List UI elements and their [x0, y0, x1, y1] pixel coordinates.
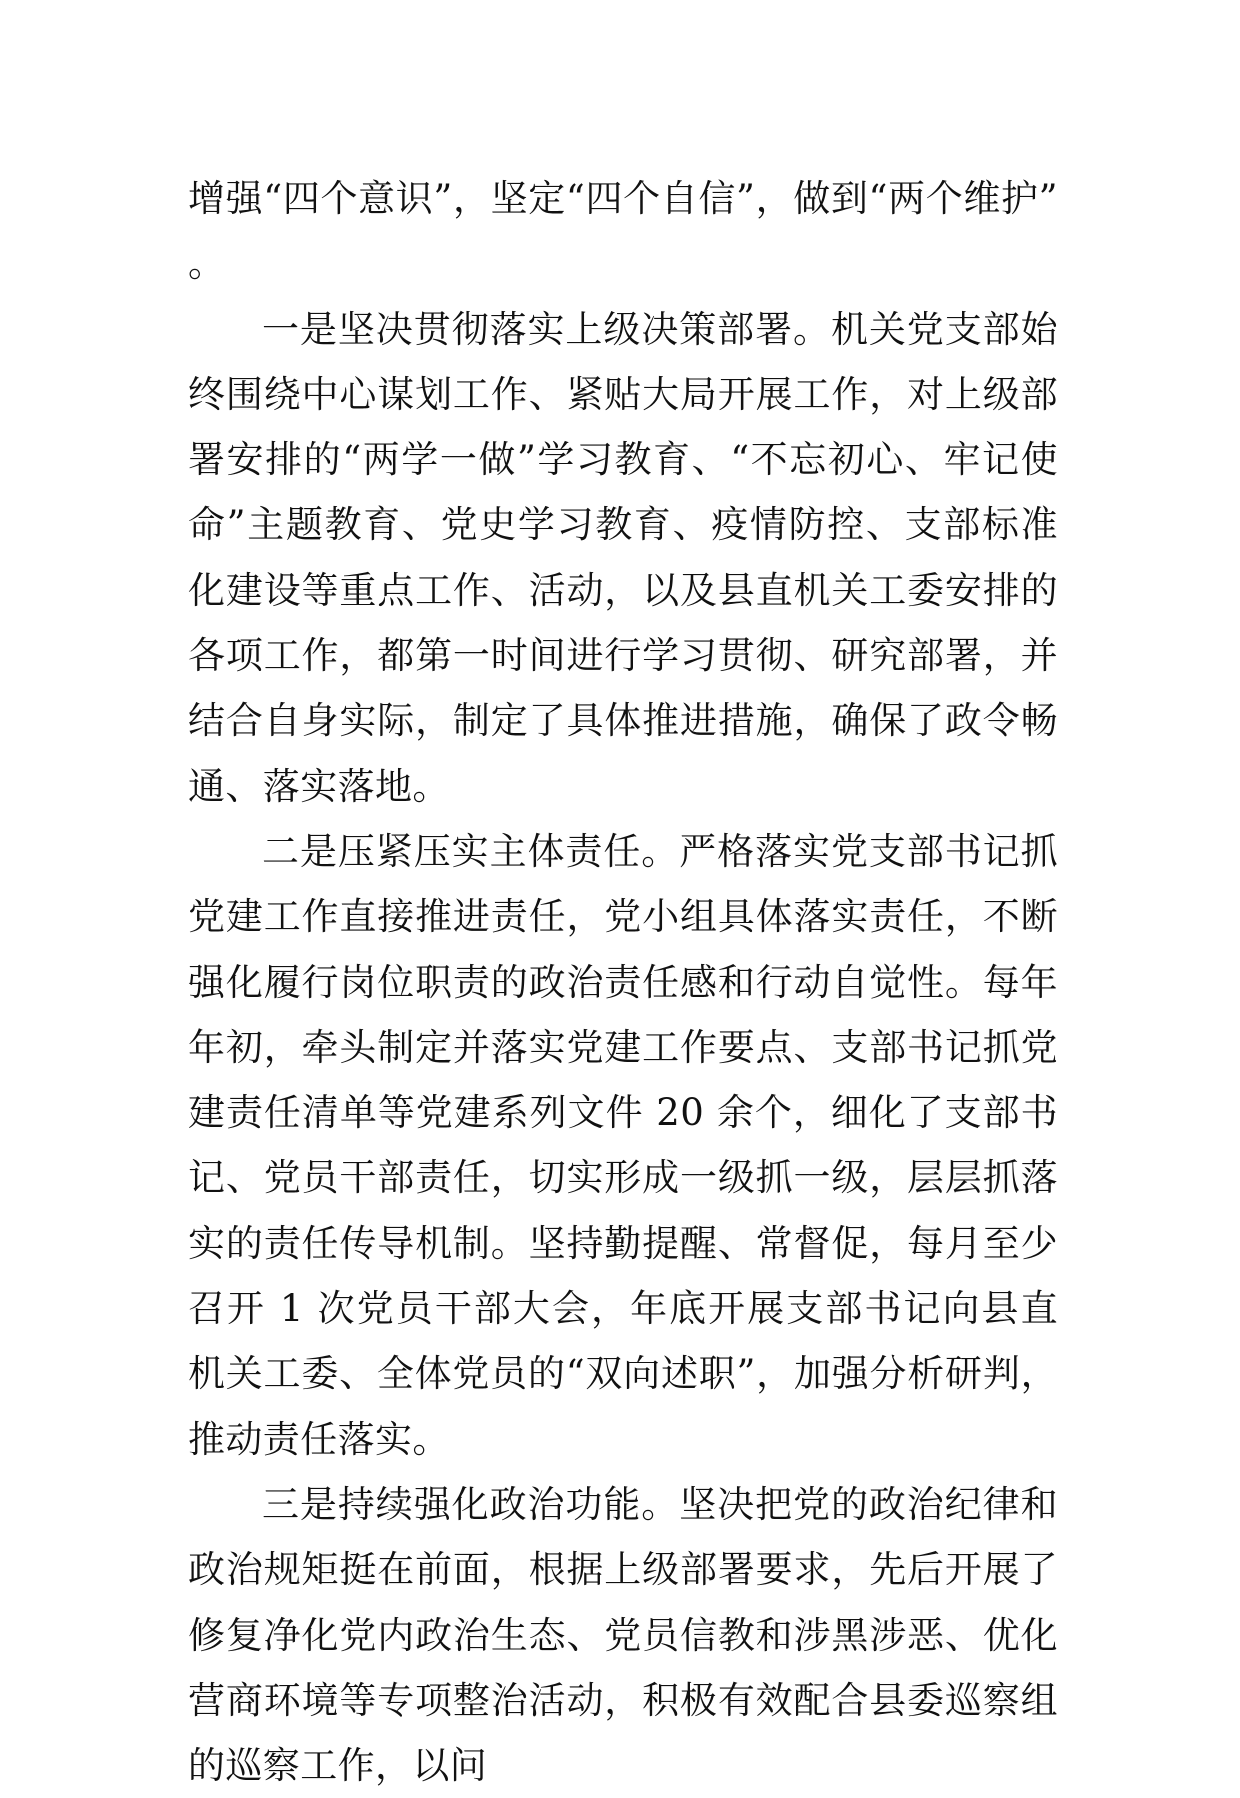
- paragraph-main-responsibility: 二是压紧压实主体责任。严格落实党支部书记抓党建工作直接推进责任，党小组具体落实责任，不断强化履行岗位职责的政治责任感和行动自觉性。每年年初，牵头制定并落实党建工作要点、支部书记抓党建责任清单等党建系列文件 20 余个，细化了支部书记、党员干部责任，切实形成一级抓一级，层层抓落实的责任传导机制。坚持勤提醒、常督促，每月至少召开 1 次党员干部大会，年底开展支部书记向县直机关工委、全体党员的“双向述职”，加强分析研判，推动责任落实。: [188, 829, 1058, 1461]
- paragraph-intro-continuation: 增强“四个意识”，坚定“四个自信”，做到“两个维护”。: [188, 177, 1058, 286]
- paragraph-political-function: 三是持续强化政治功能。坚决把党的政治纪律和政治规矩挺在前面，根据上级部署要求，先后开展了修复净化党内政治生态、党员信教和涉黑涉恶、优化营商环境等专项整治活动，积极有效配合县委巡察组的巡察工作，以问: [188, 1482, 1058, 1788]
- paragraph-decision-deployment: 一是坚决贯彻落实上级决策部署。机关党支部始终围绕中心谋划工作、紧贴大局开展工作，对上级部署安排的“两学一做”学习教育、“不忘初心、牢记使命”主题教育、党史学习教育、疫情防控、支部标准化建设等重点工作、活动，以及县直机关工委安排的各项工作，都第一时间进行学习贯彻、研究部署，并结合自身实际，制定了具体推进措施，确保了政令畅通、落实落地。: [188, 307, 1058, 808]
- body-text: [188, 166, 1058, 1798]
